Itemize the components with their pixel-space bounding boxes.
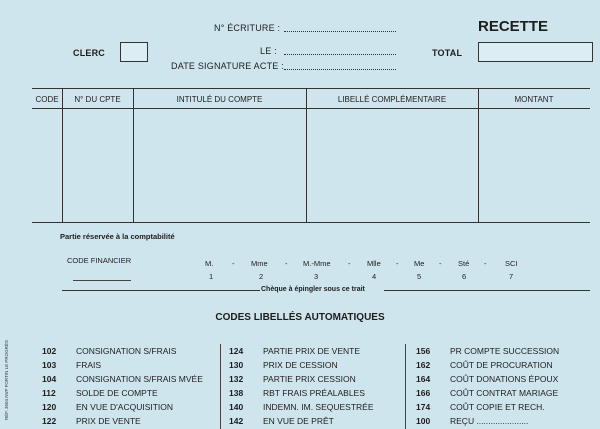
document-title: RECETTE	[478, 18, 549, 35]
code-number: 138	[229, 388, 244, 398]
title-m-number: 1	[209, 272, 214, 281]
table-bottom-border	[32, 222, 590, 223]
code-label: RBT FRAIS PRÉALABLES	[263, 388, 365, 398]
code-number: 132	[229, 374, 244, 384]
date-signature-label: DATE SIGNATURE ACTE :	[171, 61, 284, 71]
title-separator: -	[232, 259, 235, 268]
code-number: 102	[42, 346, 57, 356]
col-header-code: CODE	[35, 95, 59, 104]
code-label: CONSIGNATION S/FRAIS MVÉE	[76, 374, 203, 384]
code-number: 164	[416, 374, 431, 384]
table-header-border	[32, 108, 590, 109]
col-header-amount: MONTANT	[514, 95, 554, 104]
table-top-border	[32, 88, 590, 89]
code-label: INDEMN. IM. SEQUESTRÉE	[263, 402, 374, 412]
codes-column-2	[229, 344, 405, 428]
title-separator: -	[348, 259, 351, 268]
code-label: PR COMPTE SUCCESSION	[450, 346, 560, 356]
col-header-account-title: INTITULÉ DU COMPTE	[176, 95, 263, 104]
code-financier-field[interactable]	[73, 280, 131, 281]
le-label: LE :	[260, 46, 277, 56]
code-label: SOLDE DE COMPTE	[76, 388, 158, 398]
code-label: PARTIE PRIX CESSION	[263, 374, 356, 384]
title-ste-number: 6	[462, 272, 467, 281]
code-number: 166	[416, 388, 431, 398]
title-separator: -	[439, 259, 442, 268]
total-field[interactable]	[478, 42, 593, 62]
accounting-section-label: Partie réservée à la comptabilité	[60, 232, 175, 241]
title-me-number: 5	[417, 272, 422, 281]
code-label: PRIX DE CESSION	[263, 360, 338, 370]
total-label: TOTAL	[432, 48, 463, 58]
code-label: PRIX DE VENTE	[76, 416, 141, 426]
code-row	[42, 386, 220, 400]
code-number: 100	[416, 416, 431, 426]
cheque-line-right	[384, 290, 590, 291]
code-number: 140	[229, 402, 244, 412]
code-number: 162	[416, 360, 431, 370]
code-row	[42, 414, 220, 428]
codes-col-divider	[220, 344, 221, 429]
date-signature-field[interactable]	[284, 69, 396, 70]
code-number: 122	[42, 416, 57, 426]
code-row	[229, 358, 405, 372]
col-header-account-number: N° DU CPTE	[74, 95, 121, 104]
code-row	[42, 372, 220, 386]
code-label: REÇU ......................	[450, 416, 529, 426]
code-number: 174	[416, 402, 431, 412]
code-row	[416, 372, 596, 386]
code-number: 104	[42, 374, 57, 384]
code-row	[229, 344, 405, 358]
codes-title: CODES LIBELLÉS AUTOMATIQUES	[215, 312, 385, 323]
title-sci-number: 7	[509, 272, 514, 281]
code-row	[416, 386, 596, 400]
codes-column-1	[42, 344, 220, 428]
ecriture-label: N° ÉCRITURE :	[214, 23, 281, 33]
table-col-divider	[133, 88, 134, 222]
title-m-mme-number: 3	[314, 272, 319, 281]
code-row	[42, 344, 220, 358]
code-label: EN VUE DE PRÊT	[263, 416, 334, 426]
cheque-line-left	[62, 290, 260, 291]
code-row	[229, 372, 405, 386]
clerc-label: CLERC	[73, 48, 105, 58]
code-label: COÛT DE PROCURATION	[450, 360, 553, 370]
code-label: FRAIS	[76, 360, 102, 370]
code-row	[416, 414, 596, 428]
side-reference: RÉF. 3504 NVP FORTIN LE PROGRÈS	[4, 340, 9, 420]
table-col-divider	[62, 88, 63, 222]
title-mme-number: 2	[259, 272, 264, 281]
title-me-label: Me	[414, 259, 425, 268]
code-row	[42, 400, 220, 414]
codes-col-divider	[405, 344, 406, 429]
code-row	[229, 386, 405, 400]
title-separator: -	[396, 259, 399, 268]
col-header-complementary-label: LIBELLÉ COMPLÉMENTAIRE	[337, 95, 447, 104]
code-number: 103	[42, 360, 57, 370]
code-number: 120	[42, 402, 57, 412]
code-row	[229, 400, 405, 414]
codes-column-3	[416, 344, 596, 428]
code-label: EN VUE D'ACQUISITION	[76, 402, 174, 412]
ecriture-field[interactable]	[284, 31, 396, 32]
code-number: 124	[229, 346, 244, 356]
title-ste-label: Sté	[458, 259, 470, 268]
code-label: COÛT COPIE ET RECH.	[450, 402, 545, 412]
code-label: CONSIGNATION S/FRAIS	[76, 346, 177, 356]
table-col-divider	[306, 88, 307, 222]
title-separator: -	[484, 259, 487, 268]
code-number: 130	[229, 360, 244, 370]
title-sci-label: SCI	[505, 259, 518, 268]
code-label: COÛT CONTRAT MARIAGE	[450, 388, 559, 398]
code-label: COÛT DONATIONS ÉPOUX	[450, 374, 559, 384]
title-m-label: M.	[205, 259, 214, 268]
code-financier-label: CODE FINANCIER	[67, 256, 132, 265]
clerc-field[interactable]	[120, 42, 148, 62]
cheque-label: Chèque à épingler sous ce trait	[261, 286, 365, 293]
title-mlle-number: 4	[372, 272, 377, 281]
code-row	[416, 400, 596, 414]
title-m-mme-label: M.-Mme	[303, 259, 331, 268]
table-col-divider	[478, 88, 479, 222]
code-number: 142	[229, 416, 244, 426]
code-row	[229, 414, 405, 428]
title-mlle-label: Mlle	[367, 259, 381, 268]
code-number: 112	[42, 388, 56, 398]
title-separator: -	[285, 259, 288, 268]
title-mme-label: Mme	[251, 259, 268, 268]
code-row	[416, 344, 596, 358]
le-field[interactable]	[284, 54, 396, 55]
code-row	[416, 358, 596, 372]
code-number: 156	[416, 346, 431, 356]
code-row	[42, 358, 220, 372]
code-label: PARTIE PRIX DE VENTE	[263, 346, 360, 356]
